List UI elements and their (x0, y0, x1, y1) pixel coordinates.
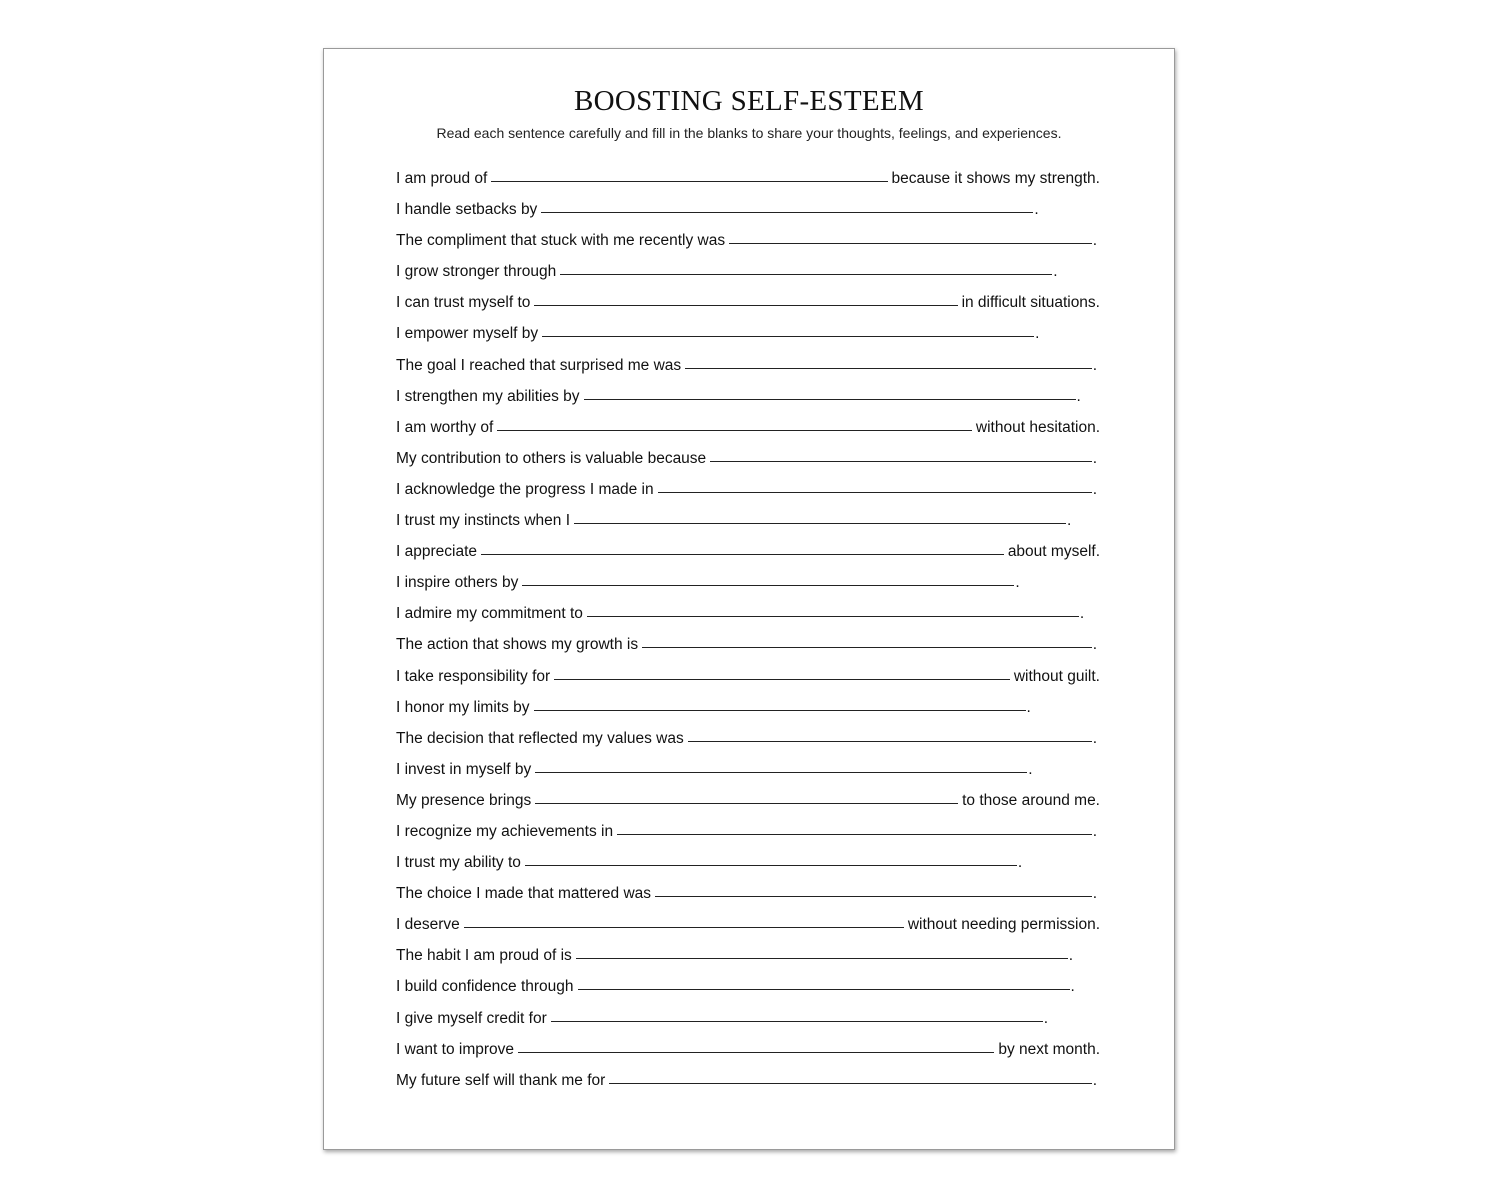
prompt-lead-text: I build confidence through (396, 978, 574, 996)
worksheet-page (323, 48, 1175, 1150)
prompt-lead-text: I recognize my achievements in (396, 822, 614, 840)
prompt-row (396, 412, 1116, 443)
prompt-lead-text: I appreciate (396, 543, 477, 561)
prompt-row (396, 381, 1116, 412)
prompt-lead-text: I am proud of (396, 170, 488, 187)
prompt-lead-text: I am worthy of (396, 418, 494, 436)
prompt-lead-text: I acknowledge the progress I made in (396, 480, 654, 498)
prompt-row (396, 847, 1116, 878)
fill-in-blank[interactable] (525, 864, 1017, 866)
prompt-trailing-text: . (1028, 760, 1033, 778)
prompt-trailing-text: . (1017, 854, 1023, 872)
prompt-trailing-text: . (1076, 387, 1081, 405)
prompt-lead-text: The goal I reached that surprised me was (396, 356, 682, 374)
prompt-lead-text: I want to improve (396, 1040, 515, 1058)
prompt-row (396, 287, 1116, 318)
prompt-trailing-text: . (1034, 201, 1039, 219)
fill-in-blank[interactable] (518, 1051, 994, 1053)
prompt-trailing-text: in difficult situations. (961, 294, 1100, 312)
prompt-lead-text: I trust my instincts when I (396, 512, 570, 530)
prompt-trailing-text: . (1015, 574, 1020, 592)
fill-in-blank[interactable] (578, 988, 1070, 990)
fill-in-blank[interactable] (574, 522, 1066, 524)
prompt-row (396, 1065, 1116, 1096)
prompt-lead-text: My contribution to others is valuable because (396, 449, 707, 467)
prompt-row (396, 785, 1116, 816)
prompt-row (396, 598, 1116, 629)
prompt-row (396, 940, 1116, 971)
prompt-row (396, 536, 1116, 567)
prompt-row (396, 1034, 1116, 1065)
prompt-lead-text: The compliment that stuck with me recently was (396, 232, 726, 250)
prompt-row (396, 505, 1116, 536)
fill-in-blank[interactable] (491, 180, 887, 182)
fill-in-blank[interactable] (617, 833, 1092, 835)
prompt-row (396, 443, 1116, 474)
prompt-row (396, 1003, 1116, 1034)
prompt-lead-text: I invest in myself by (396, 760, 532, 778)
fill-in-blank[interactable] (584, 398, 1076, 400)
prompt-trailing-text: . (1092, 729, 1097, 747)
fill-in-blank[interactable] (464, 926, 904, 928)
prompt-trailing-text: about myself. (1007, 543, 1100, 561)
prompt-trailing-text: to those around me. (962, 791, 1100, 809)
prompt-lead-text: I give myself credit for (396, 1009, 547, 1027)
fill-in-blank[interactable] (609, 1082, 1091, 1084)
prompt-trailing-text: . (1092, 449, 1097, 467)
fill-in-blank[interactable] (688, 740, 1092, 742)
prompt-trailing-text: . (1092, 822, 1097, 840)
prompt-row (396, 567, 1116, 598)
prompt-row (396, 971, 1116, 1002)
fill-in-blank[interactable] (685, 367, 1092, 369)
page-title: BOOSTING SELF-ESTEEM (574, 85, 924, 117)
prompt-trailing-text: without needing permission. (907, 916, 1100, 934)
prompt-trailing-text: . (1092, 232, 1097, 250)
prompt-trailing-text: . (1092, 636, 1097, 654)
prompt-trailing-text: . (1026, 698, 1031, 716)
prompt-lead-text: I trust my ability to (396, 854, 521, 872)
prompt-trailing-text: . (1092, 1071, 1097, 1089)
prompt-trailing-text: . (1043, 1009, 1049, 1027)
prompt-row (396, 816, 1116, 847)
prompt-lead-text: I honor my limits by (396, 698, 530, 716)
prompt-row (396, 629, 1116, 660)
prompt-row (396, 692, 1116, 723)
prompt-row (396, 225, 1116, 256)
fill-in-blank[interactable] (481, 553, 1004, 555)
fill-in-blank[interactable] (551, 1020, 1043, 1022)
fill-in-blank[interactable] (534, 304, 957, 306)
fill-in-blank[interactable] (642, 646, 1092, 648)
fill-in-blank[interactable] (542, 335, 1034, 337)
prompt-trailing-text: . (1079, 605, 1085, 623)
prompt-row (396, 878, 1116, 909)
prompt-row (396, 163, 1116, 194)
prompt-lead-text: I grow stronger through (396, 263, 557, 281)
fill-in-blank[interactable] (658, 491, 1092, 493)
prompt-lead-text: The action that shows my growth is (396, 636, 639, 654)
prompt-lead-text: The choice I made that mattered was (396, 885, 652, 903)
prompt-trailing-text: . (1070, 978, 1075, 996)
fill-in-blank[interactable] (587, 615, 1079, 617)
prompt-lead-text: I admire my commitment to (396, 605, 583, 623)
prompt-lead-text: I handle setbacks by (396, 201, 538, 219)
prompt-trailing-text: by next month. (998, 1040, 1100, 1058)
prompt-trailing-text: . (1092, 480, 1097, 498)
prompt-trailing-text: . (1068, 947, 1074, 965)
prompt-lead-text: My presence brings (396, 791, 532, 809)
fill-in-blank[interactable] (655, 895, 1092, 897)
prompt-lead-text: I deserve (396, 916, 460, 934)
prompt-lead-text: I can trust myself to (396, 294, 531, 312)
prompt-trailing-text: . (1067, 512, 1072, 530)
prompt-row (396, 754, 1116, 785)
prompt-row (396, 909, 1116, 940)
fill-in-blank[interactable] (729, 242, 1092, 244)
prompt-row (396, 350, 1116, 381)
fill-in-blank[interactable] (497, 429, 972, 431)
fill-in-blank[interactable] (576, 957, 1068, 959)
prompt-trailing-text: . (1092, 356, 1097, 374)
prompt-trailing-text: . (1092, 885, 1097, 903)
fill-in-blank[interactable] (535, 771, 1027, 773)
prompt-trailing-text: . (1053, 263, 1058, 281)
page-subtitle: Read each sentence carefully and fill in the blanks to share your thoughts, feelings, and experiences. (436, 125, 1062, 141)
fill-in-blank[interactable] (535, 802, 958, 804)
fill-in-blank[interactable] (554, 678, 1010, 680)
fill-in-blank[interactable] (560, 273, 1052, 275)
prompt-row (396, 194, 1116, 225)
prompt-trailing-text: because it shows my strength. (891, 170, 1100, 187)
prompt-lead-text: I take responsibility for (396, 667, 551, 685)
fill-in-blank[interactable] (534, 709, 1026, 711)
fill-in-blank[interactable] (522, 584, 1014, 586)
prompt-row (396, 723, 1116, 754)
prompt-lead-text: My future self will thank me for (396, 1071, 606, 1089)
prompt-lead-text: I empower myself by (396, 325, 539, 343)
prompt-list (396, 163, 1116, 1096)
prompt-lead-text: I inspire others by (396, 574, 519, 592)
prompt-row (396, 256, 1116, 287)
prompt-lead-text: I strengthen my abilities by (396, 387, 580, 405)
prompt-trailing-text: without guilt. (1013, 667, 1100, 685)
fill-in-blank[interactable] (541, 211, 1033, 213)
prompt-lead-text: The decision that reflected my values was (396, 729, 684, 747)
prompt-lead-text: The habit I am proud of is (396, 947, 572, 965)
prompt-row (396, 474, 1116, 505)
prompt-row (396, 318, 1116, 349)
prompt-trailing-text: . (1035, 325, 1040, 343)
prompt-row (396, 661, 1116, 692)
prompt-trailing-text: without hesitation. (975, 418, 1100, 436)
fill-in-blank[interactable] (710, 460, 1092, 462)
